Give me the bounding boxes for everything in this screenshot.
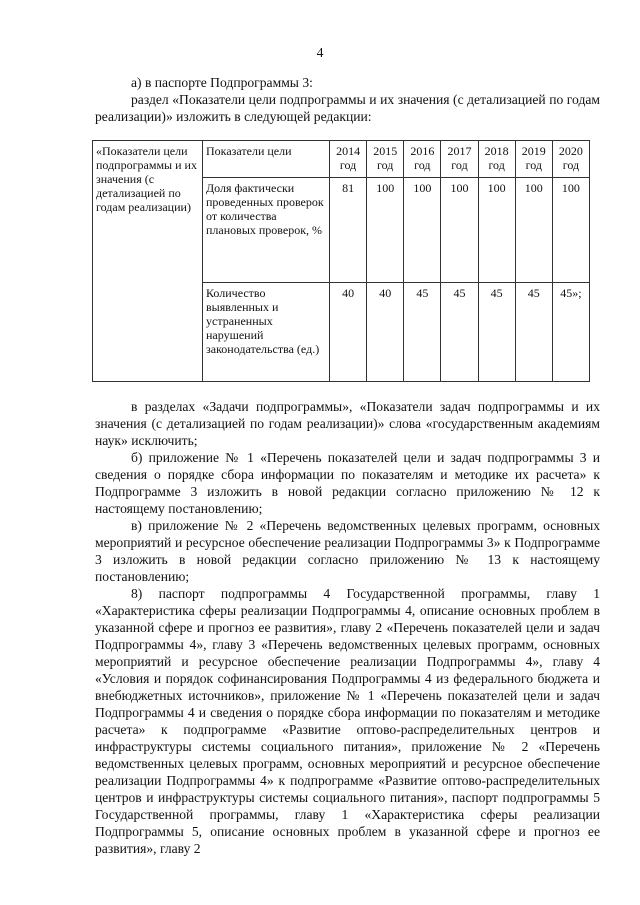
indicators-table — [92, 140, 590, 382]
indicator-value: 45»; — [552, 283, 589, 382]
indicator-name: Доля фактически проведенных проверок от количества плановых проверок, % — [203, 178, 330, 283]
paragraph: 8) паспорт подпрограммы 4 Государственной программы, главу 1 «Характеристика сферы реализации Подпрограммы 4, описание основных проблем в указанной сфере и прогноз ее развития», главу 2 «Перечень показателей цели и задач Подпрограммы 4», главу 3 «Перечень ведомственных целевых программ, основных мероприятий и ресурсное обеспечение реализации Подпрограммы 4», главу 4 «Условия и порядок софинансирования Подпрограммы 4 из федерального бюджета и внебюджетных источников», приложение № 1 «Перечень показателей цели и задач Подпрограммы 4 и сведения о порядке сбора информации по показателям и методике расчета» к подпрограмме «Развитие оптово-распределительных центров и инфраструктуры системы социального питания», приложение № 2 «Перечень ведомственных целевых программ, основных мероприятий и ресурсное обеспечение реализации Подпрограммы 4» к подпрограмме «Развитие оптово-распределительных центров и инфраструктуры системы социального питания», паспорт подпрограммы 5 Государственной программы, главу 1 «Характеристика сферы реализации Подпрограммы 5, описание основных проблем в указанной сфере и прогноз ее развития», главу 2 — [95, 586, 600, 856]
table-col-header: Показатели цели — [203, 141, 330, 178]
year-header: 2020 год — [552, 141, 589, 178]
intro-line-1: а) в паспорте Подпрограммы 3: — [131, 75, 313, 90]
year-header: 2019 год — [515, 141, 552, 178]
indicator-value: 100 — [478, 178, 515, 283]
year-header: 2016 год — [404, 141, 441, 178]
body-text — [95, 398, 600, 857]
intro-line-2: раздел «Показатели цели подпрограммы и их значения (с детализацией по годам реализации)» изложить в следующей редакции: — [95, 92, 600, 124]
indicator-value: 100 — [367, 178, 404, 283]
indicator-value: 40 — [330, 283, 367, 382]
table-row-label: «Показатели цели подпрограммы и их значения (с детализацией по годам реализации) — [93, 141, 203, 382]
indicator-value: 40 — [367, 283, 404, 382]
year-header: 2018 год — [478, 141, 515, 178]
page-number: 4 — [316, 45, 324, 60]
indicator-value: 100 — [552, 178, 589, 283]
indicator-value: 100 — [404, 178, 441, 283]
year-header: 2015 год — [367, 141, 404, 178]
year-header: 2014 год — [330, 141, 367, 178]
indicator-value: 45 — [441, 283, 478, 382]
year-header: 2017 год — [441, 141, 478, 178]
indicator-value: 45 — [478, 283, 515, 382]
indicator-value: 45 — [515, 283, 552, 382]
paragraph: в) приложение № 2 «Перечень ведомственных целевых программ, основных мероприятий и ресурсное обеспечение реализации Подпрограммы 3» к Подпрограмме 3 изложить в новой редакции согласно приложению № 13 к настоящему постановлению; — [95, 518, 600, 584]
paragraph: в разделах «Задачи подпрограммы», «Показатели задач подпрограммы и их значения (с детализацией по годам реализации)» слова «государственным академиям наук» исключить; — [95, 399, 600, 448]
intro-block — [95, 74, 600, 125]
indicator-value: 100 — [515, 178, 552, 283]
indicator-name: Количество выявленных и устраненных нарушений законодательства (ед.) — [203, 283, 330, 382]
indicator-value: 100 — [441, 178, 478, 283]
paragraph: б) приложение № 1 «Перечень показателей цели и задач подпрограммы 3 и сведения о порядке сбора информации по показателям и методике их расчета» к Подпрограмме 3 изложить в новой редакции согласно приложению № 12 к настоящему постановлению; — [95, 450, 600, 516]
indicator-value: 45 — [404, 283, 441, 382]
indicator-value: 81 — [330, 178, 367, 283]
table-header-row — [93, 141, 590, 178]
